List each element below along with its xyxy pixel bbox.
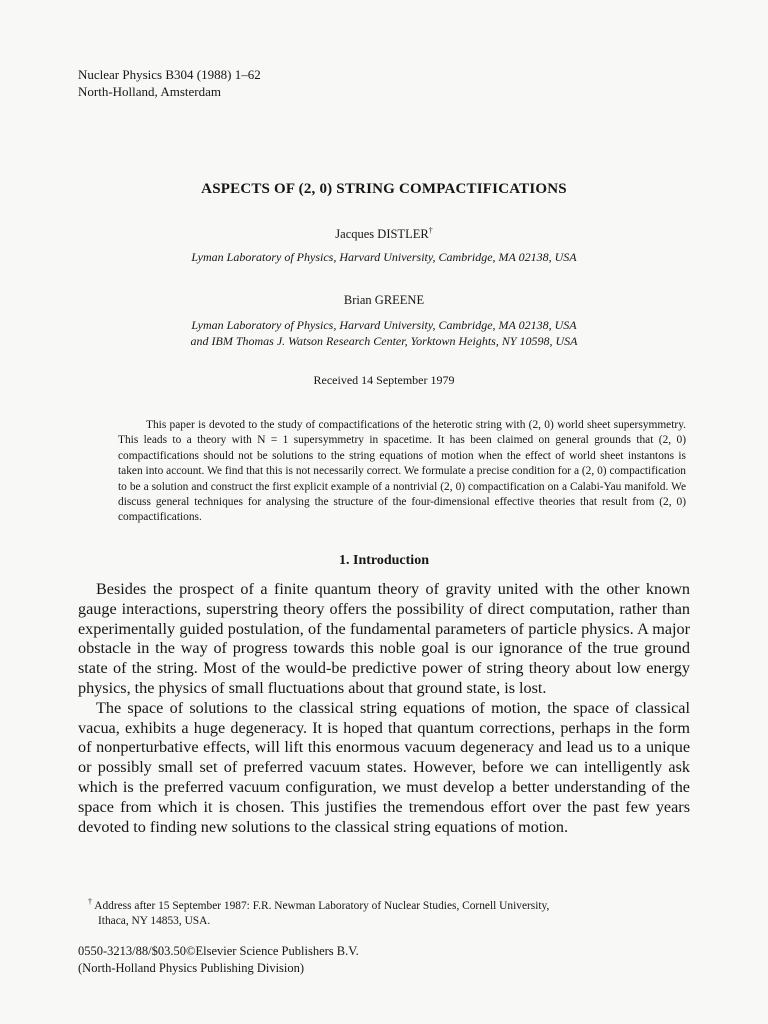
author-name: Brian GREENE: [343, 293, 425, 307]
footnote-mark: †: [88, 897, 92, 906]
imprint-line-1: 0550-3213/88/$03.50©Elsevier Science Publishers B.V.: [78, 944, 359, 958]
section-heading: 1. Introduction: [339, 553, 429, 568]
publisher-imprint: [78, 943, 359, 977]
footnote-text-line-2: Ithaca, NY 14853, USA.: [98, 914, 211, 927]
author-1-affiliation: [0, 249, 768, 265]
imprint-line-2: (North-Holland Physics Publishing Division): [78, 961, 305, 975]
author-2: [0, 293, 768, 308]
author-1: [0, 226, 768, 242]
footnote: [88, 894, 690, 929]
abstract: [118, 418, 686, 526]
abstract-text: This paper is devoted to the study of compactifications of the heterotic string with (2, 0) world sheet supersymmetry. This leads to a theory with N = 1 supersymmetry in spacetime. It has been claimed on general grounds that (2, 0) compactifications should not be solutions to the string equations of motion when the effect of world sheet instantons is taken into account. We find that this is not necessarily correct. We formulate a precise condition for a (2, 0) compactification to be a solution and construct the first explicit example of a nontrivial (2, 0) compactification on a Calabi-Yau manifold. We discuss general techniques for analysing the structure of the four-dimensional effective theories that result from (2, 0) compactifications.: [118, 419, 686, 524]
author-2-affiliation: [0, 317, 768, 349]
affiliation-line: and IBM Thomas J. Watson Research Center, Yorktown Heights, NY 10598, USA: [190, 334, 578, 348]
footnote-text-line-1: Address after 15 September 1987: F.R. Newman Laboratory of Nuclear Studies, Cornell University,: [94, 899, 550, 912]
journal-header: [78, 66, 261, 100]
journal-citation: Nuclear Physics B304 (1988) 1–62: [78, 67, 261, 82]
section-body: [78, 580, 690, 837]
author-footnote-mark: †: [428, 226, 433, 235]
author-name: Jacques DISTLER: [335, 227, 429, 242]
received-date: Received 14 September 1979: [313, 373, 455, 387]
affiliation-line: Lyman Laboratory of Physics, Harvard University, Cambridge, MA 02138, USA: [191, 250, 577, 264]
body-paragraph: Besides the prospect of a finite quantum theory of gravity united with the other known gauge interactions, superstring theory offers the possibility of direct computation, rather than experimentally guided postulation, of the fundamental parameters of particle physics. A major obstacle in the way of progress towards this noble goal is our ignorance of the true ground state of the string. Most of the would-be predictive power of string theory about low energy physics, the physics of small fluctuations about that ground state, is lost.: [78, 580, 690, 697]
publisher-line: North-Holland, Amsterdam: [78, 84, 221, 99]
paper-title: ASPECTS OF (2, 0) STRING COMPACTIFICATIONS: [201, 181, 567, 197]
affiliation-line: Lyman Laboratory of Physics, Harvard University, Cambridge, MA 02138, USA: [191, 318, 577, 332]
body-paragraph: The space of solutions to the classical string equations of motion, the space of classical vacua, exhibits a huge degeneracy. It is hoped that quantum corrections, perhaps in the form of nonperturbative effects, will lift this enormous vacuum degeneracy and lead us to a unique or possibly small set of preferred vacuum states. However, before we can intelligently ask which is the preferred vacuum configuration, we must develop a better understanding of the space from which it is chosen. This justifies the tremendous effort over the past few years devoted to finding new solutions to the classical string equations of motion.: [78, 698, 690, 836]
